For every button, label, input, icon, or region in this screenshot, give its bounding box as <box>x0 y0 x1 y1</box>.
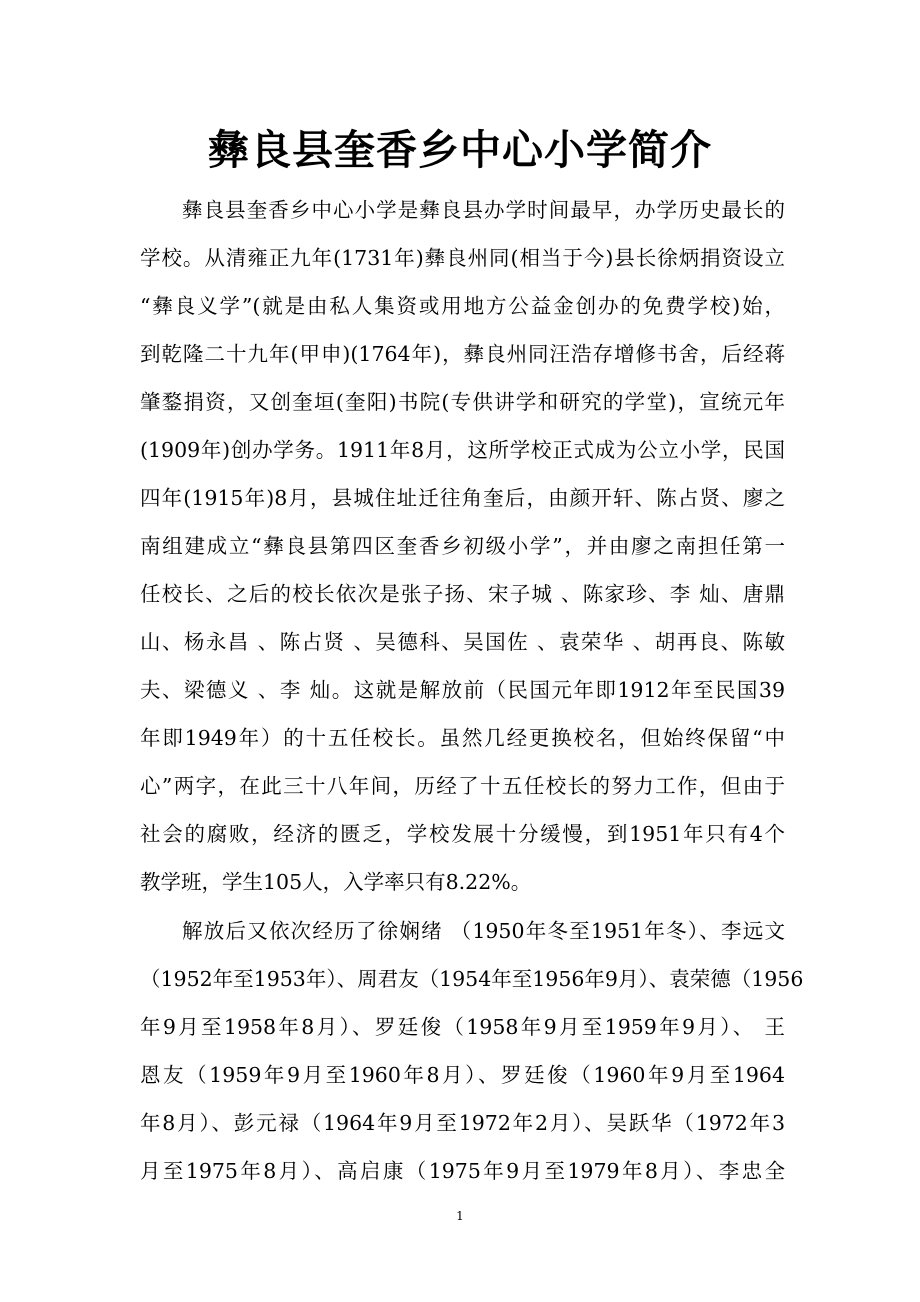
text-line: 恩友（1959年9月至1960年8月）、罗廷俊（1960年9月至1964 <box>140 1063 785 1087</box>
document-title: 彝良县奎香乡中心小学简介 <box>208 126 712 174</box>
text-line: 山、杨永昌 、陈占贤 、吴德科、吴国佐 、袁荣华 、胡再良、陈敏 <box>140 630 785 654</box>
text-line: 年8月）、彭元禄（1964年9月至1972年2月）、吴跃华（1972年3 <box>140 1111 785 1135</box>
text-line: 学校。从清雍正九年(1731年)彝良州同(相当于今)县长徐炳捐资设立 <box>140 246 785 270</box>
text-line: 年即1949年）的十五任校长。虽然几经更换校名，但始终保留“中 <box>140 726 785 750</box>
text-line: 任校长、之后的校长依次是张子扬、宋子城 、陈家珍、李 灿、唐鼎 <box>140 582 785 606</box>
text-line: （1952年至1953年）、周君友（1954年至1956年9月）、袁荣德（1956 <box>140 967 804 991</box>
text-line: “彝良义学”(就是由私人集资或用地方公益金创办的免费学校)始， <box>140 294 785 318</box>
text-line: 教学班，学生105人，入学率只有8.22%。 <box>140 870 532 894</box>
text-line: 月至1975年8月）、高启康（1975年9月至1979年8月）、李忠全 <box>140 1159 785 1183</box>
text-line: 南组建成立“彝良县第四区奎香乡初级小学”，并由廖之南担任第一 <box>140 534 785 558</box>
text-line: 解放后又依次经历了徐娴绪 （1950年冬至1951年冬）、李远文 <box>182 919 785 943</box>
text-line: 彝良县奎香乡中心小学是彝良县办学时间最早，办学历史最长的 <box>182 198 785 222</box>
text-line: 到乾隆二十九年(甲申)(1764年)，彝良州同汪浩存增修书舍，后经蒋 <box>140 342 785 366</box>
text-line: 社会的腐败，经济的匮乏，学校发展十分缓慢，到1951年只有4个 <box>140 822 785 846</box>
text-line: 四年(1915年)8月，县城住址迁往角奎后，由颜开轩、陈占贤、廖之 <box>140 486 785 510</box>
text-line: 肇鍪捐资，又创奎垣(奎阳)书院(专供讲学和研究的学堂)，宣统元年 <box>140 390 785 414</box>
page-number: 1 <box>456 1209 464 1223</box>
text-line: 心”两字，在此三十八年间，历经了十五任校长的努力工作，但由于 <box>140 774 785 798</box>
text-line: (1909年)创办学务。1911年8月，这所学校正式成为公立小学，民国 <box>140 438 785 462</box>
text-line: 夫、梁德义 、李 灿。这就是解放前（民国元年即1912年至民国39 <box>140 678 785 702</box>
text-line: 年9月至1958年8月）、罗廷俊（1958年9月至1959年9月）、 王 <box>140 1015 785 1039</box>
